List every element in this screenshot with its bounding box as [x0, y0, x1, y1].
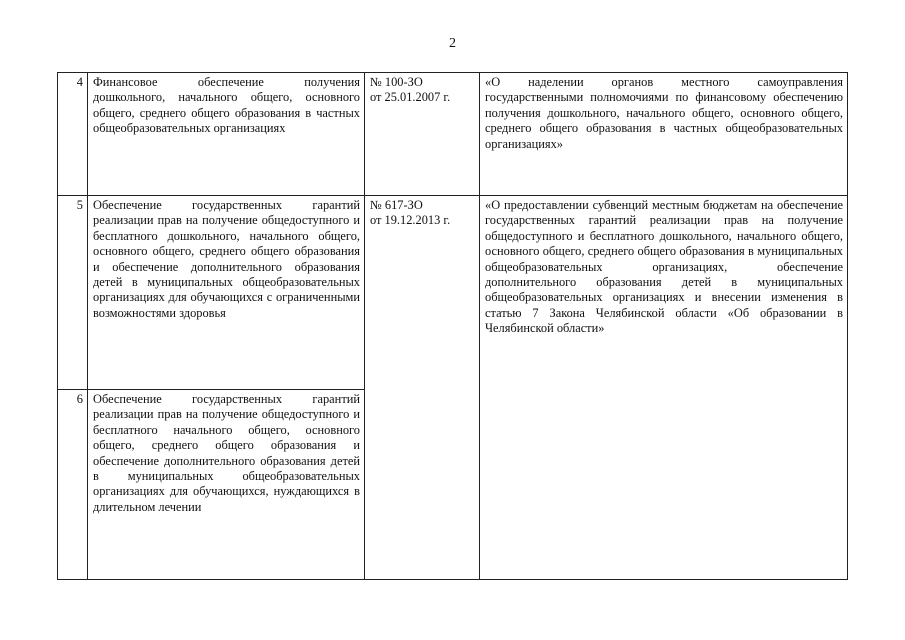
legislation-table: [57, 72, 848, 580]
table-row: [58, 196, 848, 390]
row-number: 6: [58, 390, 88, 580]
page-number: 2: [449, 36, 456, 51]
table-row: [58, 73, 848, 196]
law-reference-cell: № 100-ЗО от 25.01.2007 г.: [365, 73, 480, 196]
law-title-cell: «О предоставлении субвенций местным бюджетам на обеспечение государственных гарантий реализации прав на получение общедоступного и бесплатного дошкольного, начального общего, основного общего, среднего общего образования в муниципальных общеобразовательных организациях, обеспечение дополнительного образования детей в муниципальных общеобразовательных организациях и внесении изменения в статью 7 Закона Челябинской области «Об образовании в Челябинской области»: [480, 196, 848, 580]
subject-cell: Финансовое обеспечение получения дошкольного, начального общего, основного общего, среднего общего образования в частных общеобразовательных организациях: [88, 73, 365, 196]
law-reference-cell: № 617-ЗО от 19.12.2013 г.: [365, 196, 480, 580]
subject-cell: Обеспечение государственных гарантий реализации прав на получение общедоступного и бесплатного начального общего, основного общего, среднего общего образования и обеспечение дополнительного образования детей в муниципальных общеобразовательных организациях для обучающихся, нуждающихся в длительном лечении: [88, 390, 365, 580]
row-number: 4: [58, 73, 88, 196]
row-number: 5: [58, 196, 88, 390]
law-title-cell: «О наделении органов местного самоуправления государственными полномочиями по финансовому обеспечению получения дошкольного, начального общего, основного общего, среднего общего образования в частных общеобразовательных организациях»: [480, 73, 848, 196]
subject-cell: Обеспечение государственных гарантий реализации прав на получение общедоступного и бесплатного дошкольного, начального общего, основного общего, среднего общего образования и обеспечение дополнительного образования детей в муниципальных общеобразовательных организациях для обучающихся с ограниченными возможностями здоровья: [88, 196, 365, 390]
